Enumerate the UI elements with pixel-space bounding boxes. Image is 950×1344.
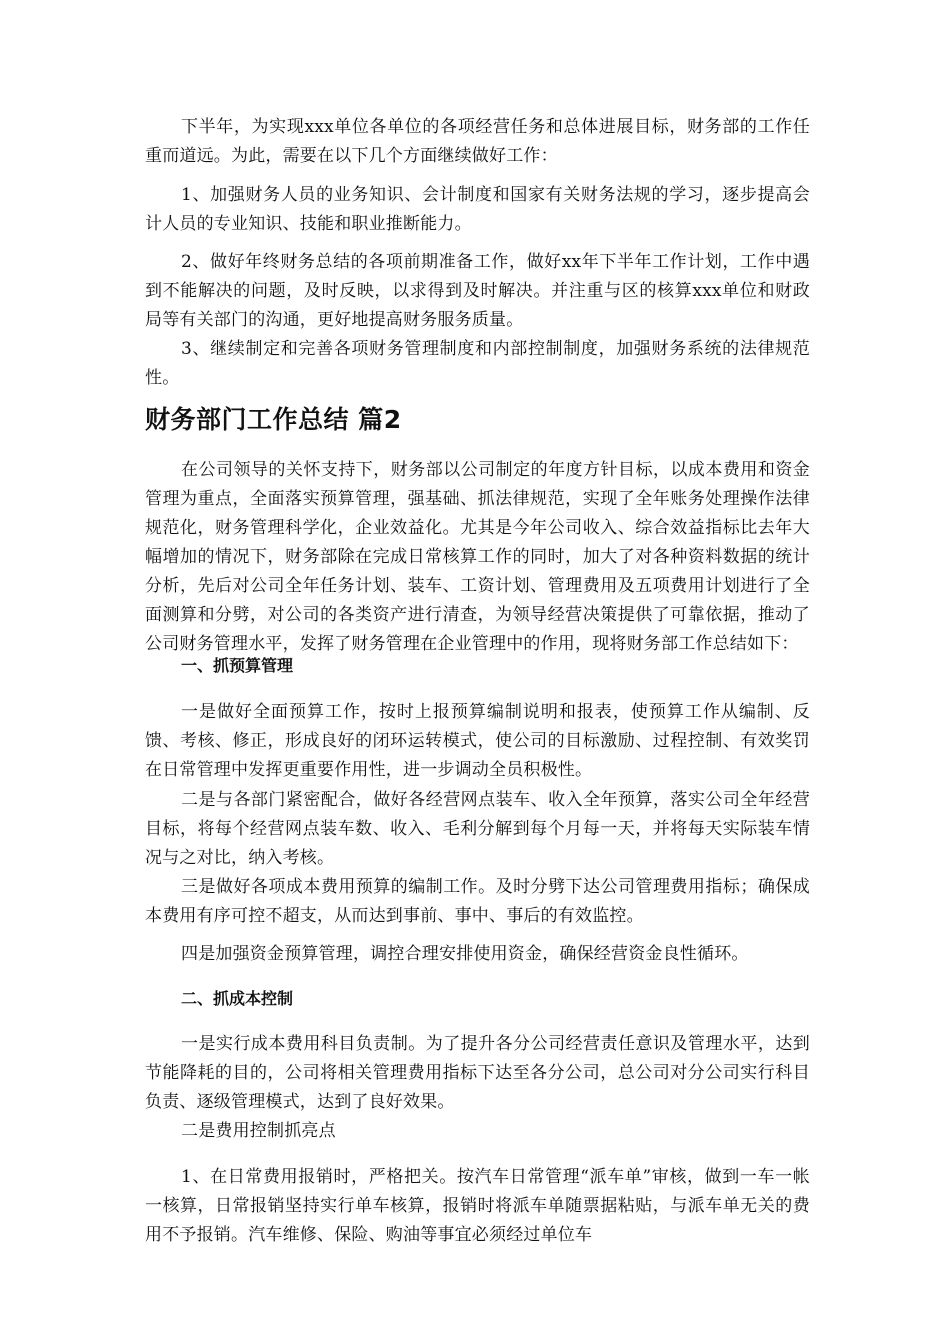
paragraph-2: 1、加强财务人员的业务知识、会计制度和国家有关财务法规的学习，逐步提高会计人员的专业知识、技能和职业推断能力。: [145, 185, 810, 234]
subheading-budget: 一、抓预算管理: [181, 656, 294, 675]
paragraph-12: 1、在日常费用报销时，严格把关。按汽车日常管理“派车单”审核，做到一车一帐一核算，日常报销坚持实行单车核算，报销时将派车单随票据粘贴，与派车单无关的费用不予报销。汽车维修、保险、购油等事宜必须经过单位车: [145, 1167, 810, 1245]
paragraph-10: 一是实行成本费用科目负责制。为了提升各分公司经营责任意识及管理水平，达到节能降耗的目的，公司将相关管理费用指标下达至各分公司，总公司对分公司实行科目负责、逐级管理模式，达到了良好效果。: [145, 1034, 810, 1112]
paragraph-3: 2、做好年终财务总结的各项前期准备工作，做好xx年下半年工作计划，工作中遇到不能解决的问题，及时反映，以求得到及时解决。并注重与区的核算xxx单位和财政局等有关部门的沟通，更好地提高财务服务质量。: [145, 252, 810, 330]
paragraph-4: 3、继续制定和完善各项财务管理制度和内部控制制度，加强财务系统的法律规范性。: [145, 339, 810, 388]
paragraph-6: 一是做好全面预算工作，按时上报预算编制说明和报表，使预算工作从编制、反馈、考核、修正，形成良好的闭环运转模式，使公司的目标激励、过程控制、有效奖罚在日常管理中发挥更重要作用性，进一步调动全员积极性。: [145, 702, 810, 780]
paragraph-11: 二是费用控制抓亮点: [181, 1121, 336, 1141]
paragraph-1: 下半年，为实现xxx单位各单位的各项经营任务和总体进展目标，财务部的工作任重而道远。为此，需要在以下几个方面继续做好工作：: [145, 117, 810, 166]
section-heading: 财务部门工作总结 篇2: [145, 405, 402, 434]
paragraph-7: 二是与各部门紧密配合，做好各经营网点装车、收入全年预算，落实公司全年经营目标，将每个经营网点装车数、收入、毛利分解到每个月每一天，并将每天实际装车情况与之对比，纳入考核。: [145, 790, 810, 868]
paragraph-5: 在公司领导的关怀支持下，财务部以公司制定的年度方针目标，以成本费用和资金管理为重点，全面落实预算管理，强基础、抓法律规范，实现了全年账务处理操作法律规范化，财务管理科学化，企业效益化。尤其是今年公司收入、综合效益指标比去年大幅增加的情况下，财务部除在完成日常核算工作的同时，加大了对各种资料数据的统计分析，先后对公司全年任务计划、装车、工资计划、管理费用及五项费用计划进行了全面测算和分劈，对公司的各类资产进行清查，为领导经营决策提供了可靠依据，推动了公司财务管理水平，发挥了财务管理在企业管理中的作用，现将财务部工作总结如下：: [145, 460, 810, 654]
paragraph-9: 四是加强资金预算管理，调控合理安排使用资金，确保经营资金良性循环。: [181, 944, 749, 964]
subheading-cost: 二、抓成本控制: [181, 989, 294, 1008]
paragraph-8: 三是做好各项成本费用预算的编制工作。及时分劈下达公司管理费用指标；确保成本费用有序可控不超支，从而达到事前、事中、事后的有效监控。: [145, 877, 810, 926]
